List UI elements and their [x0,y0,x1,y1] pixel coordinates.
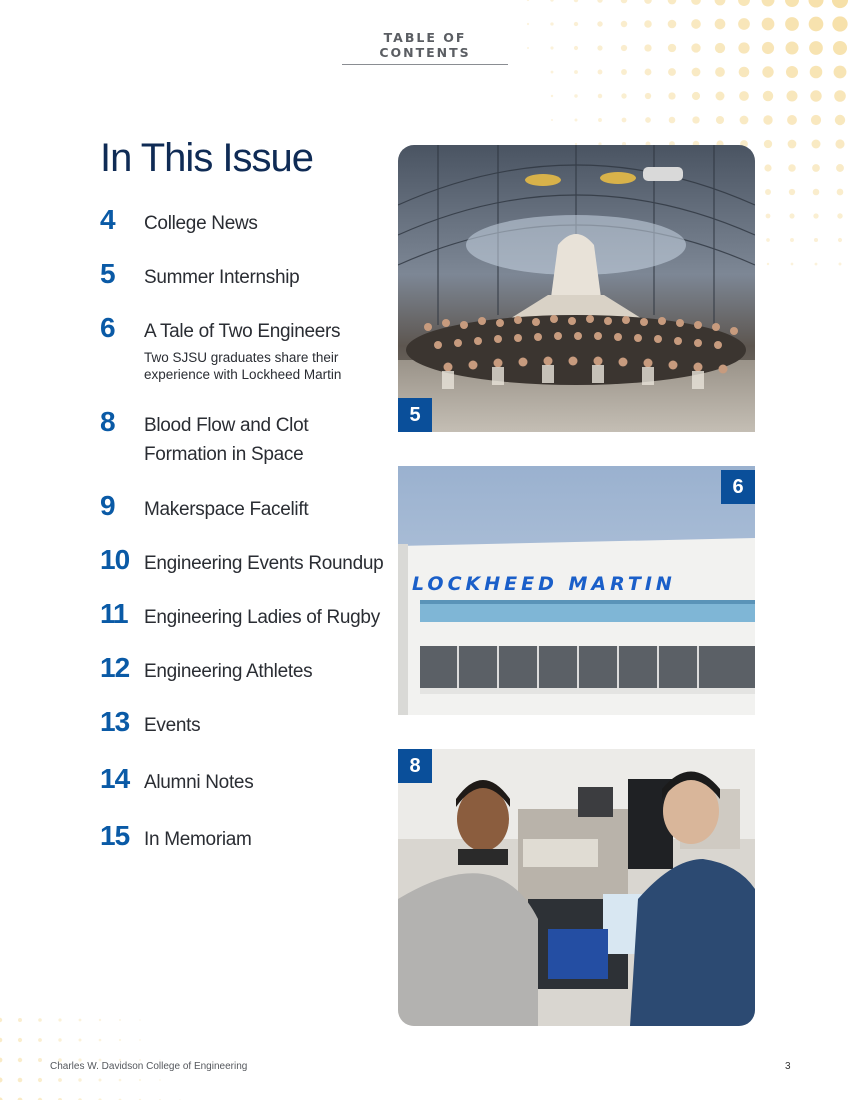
decorative-dot [58,1038,61,1041]
decorative-dot [815,263,818,266]
toc-page-number: 12 [100,652,130,683]
decorative-dot [763,91,773,101]
decorative-dot [832,0,848,8]
decorative-dot [762,66,773,77]
decorative-dot [0,1058,2,1063]
page-badge: 5 [398,398,432,432]
toc-page-number: 11 [100,598,128,629]
decorative-dot [18,1018,22,1022]
decorative-dot [621,69,627,75]
decorative-dot [812,164,820,172]
decorative-dot [764,140,772,148]
decorative-dot [813,213,818,218]
decorative-dot [715,0,726,5]
decorative-dot [791,263,794,266]
decorative-dot [691,43,700,52]
lab-researchers-photo[interactable] [398,749,755,1026]
decorative-dot [645,69,652,76]
hangar-group-photo[interactable] [398,145,755,432]
decorative-dot [574,46,578,50]
decorative-dot [814,238,818,242]
toc-title: Engineering Athletes [144,661,313,682]
decorative-dot [839,263,842,266]
footer-page-number: 3 [785,1061,791,1072]
decorative-dot [764,164,771,171]
decorative-dot [574,0,578,2]
decorative-dot [669,117,676,124]
toc-title: Alumni Notes [144,772,254,793]
decorative-dot [811,139,820,148]
lockheed-sign-text: LOCKHEED MARTIN [412,573,676,595]
decorative-dot [715,19,726,30]
decorative-dot [837,213,842,218]
decorative-dot [598,70,603,75]
toc-page-number: 13 [100,706,130,737]
decorative-dot [715,67,725,77]
decorative-dot [159,1079,161,1081]
toc-title: Makerspace Facelift [144,499,309,520]
decorative-dot [644,20,652,28]
decorative-dot [38,1078,42,1082]
decorative-dot [739,91,749,101]
decorative-dot [574,70,578,74]
decorative-dot [551,71,554,74]
page-title: In This Issue [100,136,314,180]
decorative-dot [0,1038,2,1043]
decorative-dot [716,116,724,124]
decorative-dot [765,189,771,195]
decorative-dot [621,93,626,98]
toc-title: Engineering Ladies of Rugby [144,607,380,628]
decorative-dot [838,238,842,242]
page-badge: 8 [398,749,432,783]
decorative-dot [79,1039,82,1042]
decorative-dot [716,92,725,101]
lockheed-photo-illustration [398,466,755,715]
toc-title: Engineering Events Roundup [144,553,384,574]
decorative-dot [834,66,847,79]
decorative-dot [692,92,700,100]
decorative-dot [740,116,749,125]
decorative-dot [18,1038,22,1042]
decorative-dot [762,42,774,54]
decorative-dot [621,0,628,3]
toc-title: In Memoriam [144,829,252,850]
toc-title: Events [144,715,201,736]
decorative-dot [762,18,775,31]
decorative-dot [550,0,553,2]
decorative-dot [598,118,602,122]
decorative-dot [139,1019,141,1021]
decorative-dot [527,47,529,49]
decorative-dot [0,1078,3,1083]
decorative-dot [527,0,529,1]
decorative-dot [811,115,821,125]
decorative-dot [738,18,750,30]
decorative-dot [0,1018,2,1022]
decorative-dot [139,1039,141,1041]
decorative-dot [644,0,652,4]
decorative-dot [38,1038,42,1042]
decorative-dot [835,139,844,148]
decorative-dot [551,95,553,97]
decorative-dot [789,213,794,218]
decorative-dot [790,238,794,242]
decorative-dot [836,164,844,172]
decorative-dot [119,1039,121,1041]
decorative-dot [621,45,627,51]
decorative-dot [38,1058,42,1062]
decorative-dot [789,189,795,195]
toc-page-number: 15 [100,820,130,851]
lockheed-building-photo[interactable] [398,466,755,715]
decorative-dot [79,1019,82,1022]
decorative-dot [809,41,823,55]
decorative-dot [668,68,676,76]
toc-page-number: 6 [100,312,115,343]
decorative-dot [832,16,847,31]
hangar-photo-illustration [398,145,755,432]
decorative-dot [715,43,725,53]
toc-title: Summer Internship [144,267,300,288]
page-badge: 6 [721,470,755,504]
toc-page-number: 5 [100,258,115,289]
decorative-dot [692,116,699,123]
decorative-dot [835,115,845,125]
decorative-dot [38,1018,42,1022]
decorative-dot [574,94,577,97]
decorative-dot [813,189,820,196]
decorative-dot [622,118,627,123]
decorative-dot [834,90,846,102]
decorative-dot [767,263,769,265]
decorative-dot [668,0,677,4]
decorative-dot [692,68,701,77]
decorative-dot [550,22,553,25]
decorative-dot [810,66,823,79]
decorative-dot [58,1078,62,1082]
decorative-dot [645,93,651,99]
decorative-dot [99,1039,102,1042]
decorative-dot [786,90,797,101]
decorative-dot [786,66,798,78]
decorative-dot [668,20,677,29]
toc-page-number: 9 [100,490,115,521]
toc-subtitle: Two SJSU graduates share their experience with Lockheed Martin [144,350,342,382]
decorative-dot [809,17,824,32]
decorative-dot [833,41,847,55]
decorative-dot [119,1019,121,1021]
decorative-dot [139,1079,141,1081]
decorative-dot [766,214,771,219]
decorative-dot [739,67,750,78]
decorative-dot [837,189,844,196]
decorative-dot [99,1079,102,1082]
toc-title: Blood Flow and Clot Formation in Space [144,415,309,465]
toc-page-number: 8 [100,406,115,437]
toc-page-number: 4 [100,204,115,235]
toc-title: College News [144,213,258,234]
decorative-dot [788,140,797,149]
decorative-dot [762,0,775,6]
decorative-dot [550,46,553,49]
decorative-dot [808,0,823,8]
toc-page-number: 10 [100,544,130,575]
decorative-dot [597,0,602,3]
decorative-dot [598,94,602,98]
section-header: TABLE OF CONTENTS [342,30,508,65]
lab-photo-illustration [398,749,755,1026]
decorative-dot [78,1078,81,1081]
decorative-dot [18,1058,22,1062]
decorative-dot [788,164,796,172]
decorative-dot [597,45,602,50]
decorative-dot [99,1019,101,1021]
decorative-dot [668,92,675,99]
decorative-dot [551,119,553,121]
decorative-dot [574,22,578,26]
decorative-dot [621,21,627,27]
decorative-dot [691,0,701,5]
decorative-dot [787,115,797,125]
decorative-dot [644,44,651,51]
toc-page-number: 14 [100,763,130,794]
decorative-dot [58,1018,61,1021]
decorative-dot [763,115,772,124]
decorative-dot [738,42,749,53]
decorative-dot [738,0,750,6]
decorative-dot [575,119,578,122]
decorative-dot [766,238,770,242]
decorative-dot [119,1079,122,1082]
decorative-dot [691,19,701,29]
decorative-dot [18,1078,23,1083]
decorative-dot [785,17,799,31]
decorative-dot [668,44,676,52]
decorative-dot [785,41,798,54]
decorative-dot [597,21,602,26]
decorative-dot [785,0,799,7]
decorative-dot [645,117,651,123]
toc-title: A Tale of Two Engineers [144,321,341,342]
footer-college-name: Charles W. Davidson College of Engineering [50,1061,248,1072]
decorative-dot [810,90,821,101]
decorative-dot [527,23,529,25]
